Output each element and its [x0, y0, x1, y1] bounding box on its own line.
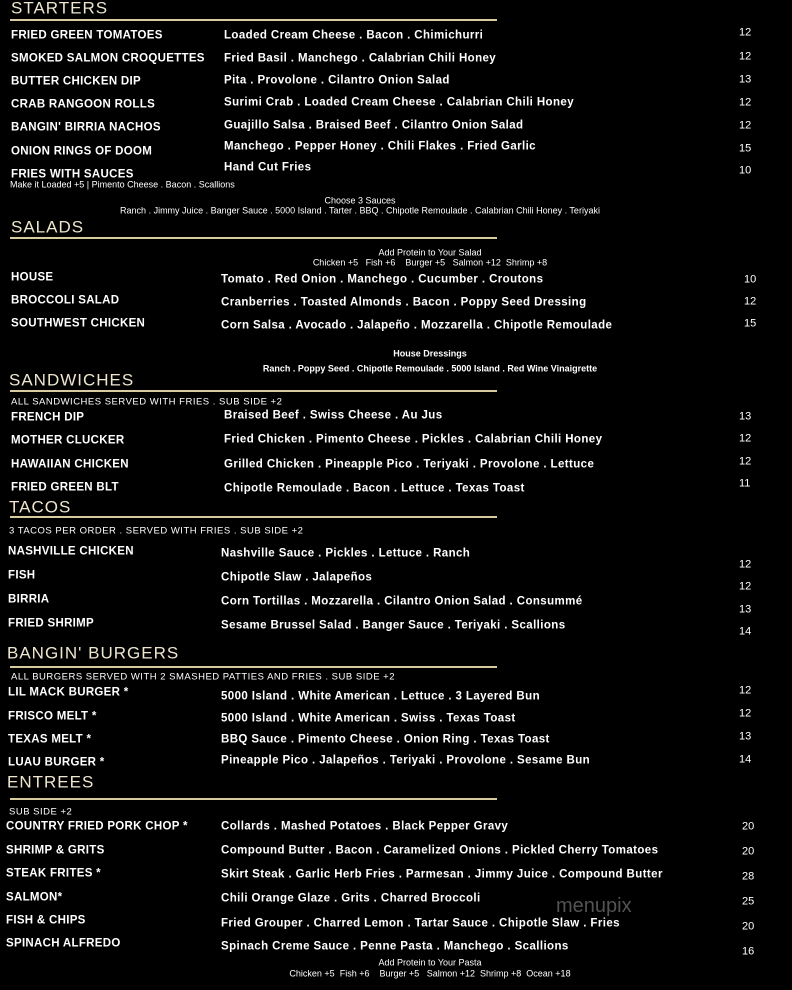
- menu-item-description: Manchego . Pepper Honey . Chili Flakes . Fried Garlic: [224, 140, 536, 153]
- menu-item-price: 25: [742, 895, 755, 908]
- menu-item-price: 12: [739, 707, 752, 720]
- menu-item-description: 5000 Island . White American . Lettuce . 3 Layered Bun: [221, 690, 540, 703]
- menu-item-price: 20: [742, 845, 755, 858]
- section-note: 3 TACOS PER ORDER . SERVED WITH FRIES . SUB SIDE +2: [9, 525, 304, 537]
- menu-item-name: BROCCOLI SALAD: [11, 294, 120, 307]
- section-divider: [10, 19, 497, 21]
- menu-item-description: Fried Grouper . Charred Lemon . Tartar Sauce . Chipotle Slaw . Fries: [221, 917, 620, 930]
- menu-item-price: 16: [742, 945, 755, 958]
- menu-item-description: Pineapple Pico . Jalapeños . Teriyaki . Provolone . Sesame Bun: [221, 754, 591, 767]
- section-note: SUB SIDE +2: [9, 806, 73, 818]
- menu-item-description: Sesame Brussel Salad . Banger Sauce . Teriyaki . Scallions: [221, 619, 566, 632]
- menu-item-description: Fried Basil . Manchego . Calabrian Chili Honey: [224, 52, 497, 65]
- menu-item-name: BIRRIA: [8, 593, 50, 606]
- menu-item-price: 10: [744, 273, 757, 286]
- menu-item-price: 12: [739, 455, 752, 468]
- menu-item-name: NASHVILLE CHICKEN: [8, 545, 134, 558]
- section-extra-info: Choose 3 Sauces: [324, 195, 396, 206]
- menu-item-description: Chipotle Slaw . Jalapeños: [221, 571, 373, 584]
- menu-item-price: 10: [739, 164, 752, 177]
- section-divider: [10, 798, 497, 800]
- menu-item-description: Fried Chicken . Pimento Cheese . Pickles . Calabrian Chili Honey: [224, 433, 603, 446]
- section-title-tacos: TACOS: [9, 497, 72, 517]
- menu-item-name: LUAU BURGER *: [8, 756, 105, 769]
- section-title-salads: SALADS: [11, 217, 85, 237]
- menu-item-name: COUNTRY FRIED PORK CHOP *: [6, 820, 188, 833]
- menu-item-price: 12: [739, 432, 752, 445]
- menu-item-description: Pita . Provolone . Cilantro Onion Salad: [224, 74, 450, 87]
- section-extra-info: Add Protein to Your Salad: [378, 247, 482, 258]
- section-extra-info: Ranch . Jimmy Juice . Banger Sauce . 5000 Island . Tarter . BBQ . Chipotle Remoulade . Calabrian Chili Honey . Teriyaki: [120, 205, 600, 216]
- menu-item-description: Compound Butter . Bacon . Caramelized Onions . Pickled Cherry Tomatoes: [221, 844, 659, 857]
- section-title-entrees: ENTREES: [7, 772, 95, 792]
- menu-item-price: 15: [744, 317, 757, 330]
- section-extra-info: Make it Loaded +5 | Pimento Cheese . Bacon . Scallions: [10, 179, 235, 190]
- menu-item-price: 13: [739, 730, 752, 743]
- menu-item-description: Corn Salsa . Avocado . Jalapeño . Mozzarella . Chipotle Remoulade: [221, 319, 613, 332]
- section-title-bangin-burgers: BANGIN' BURGERS: [7, 643, 180, 663]
- menu-item-description: Spinach Creme Sauce . Penne Pasta . Manchego . Scallions: [221, 940, 569, 953]
- menu-item-description: Collards . Mashed Potatoes . Black Pepper Gravy: [221, 820, 509, 833]
- menu-item-name: FISH: [8, 569, 36, 582]
- menu-item-description: Chipotle Remoulade . Bacon . Lettuce . Texas Toast: [224, 482, 525, 495]
- menu-item-name: STEAK FRITES *: [6, 867, 101, 880]
- menu-item-name: ONION RINGS OF DOOM: [11, 145, 153, 158]
- section-divider: [10, 666, 497, 668]
- menu-item-name: MOTHER CLUCKER: [11, 434, 125, 447]
- menu-item-name: FRIED GREEN BLT: [11, 481, 119, 494]
- section-extra-info: Chicken +5 Fish +6 Burger +5 Salmon +12 Shrimp +8: [312, 257, 548, 268]
- menu-item-price: 12: [739, 119, 752, 132]
- menu-item-description: Corn Tortillas . Mozzarella . Cilantro Onion Salad . Consummé: [221, 595, 583, 608]
- menu-item-description: Cranberries . Toasted Almonds . Bacon . Poppy Seed Dressing: [221, 296, 587, 309]
- menu-item-price: 13: [739, 73, 752, 86]
- menu-item-price: 14: [739, 625, 752, 638]
- section-divider: [10, 516, 497, 518]
- menu-item-price: 12: [744, 295, 757, 308]
- menu-item-name: LIL MACK BURGER *: [8, 686, 129, 699]
- menu-item-name: SALMON*: [6, 891, 63, 904]
- section-note: ALL BURGERS SERVED WITH 2 SMASHED PATTIES AND FRIES . SUB SIDE +2: [11, 671, 395, 683]
- section-extra-info: House Dressings: [393, 348, 467, 359]
- menu-item-price: 12: [739, 580, 752, 593]
- menu-item-name: FRIED SHRIMP: [8, 617, 95, 630]
- menu-item-name: FRENCH DIP: [11, 411, 85, 424]
- menu-item-price: 11: [739, 477, 751, 490]
- menu-item-name: BANGIN' BIRRIA NACHOS: [11, 121, 161, 134]
- menu-item-price: 12: [739, 558, 752, 571]
- section-note: ALL SANDWICHES SERVED WITH FRIES . SUB SIDE +2: [11, 396, 283, 408]
- menu-item-price: 13: [739, 410, 752, 423]
- menu-item-price: 12: [739, 684, 752, 697]
- menu-item-price: 12: [739, 96, 752, 109]
- menu-item-description: Skirt Steak . Garlic Herb Fries . Parmesan . Jimmy Juice . Compound Butter: [221, 868, 663, 881]
- menu-item-name: FRISCO MELT *: [8, 710, 97, 723]
- menu-item-name: FISH & CHIPS: [6, 914, 86, 927]
- menu-item-description: Chili Orange Glaze . Grits . Charred Broccoli: [221, 892, 481, 905]
- menu-item-price: 14: [739, 753, 752, 766]
- menu-item-description: Guajillo Salsa . Braised Beef . Cilantro Onion Salad: [224, 119, 524, 132]
- menu-item-name: SOUTHWEST CHICKEN: [11, 317, 146, 330]
- menu-item-name: SMOKED SALMON CROQUETTES: [11, 52, 205, 65]
- menu-item-description: BBQ Sauce . Pimento Cheese . Onion Ring . Texas Toast: [221, 733, 550, 746]
- menu-item-name: FRIED GREEN TOMATOES: [11, 29, 163, 42]
- menu-item-description: Nashville Sauce . Pickles . Lettuce . Ranch: [221, 547, 471, 560]
- menu-item-description: Tomato . Red Onion . Manchego . Cucumber . Croutons: [221, 273, 544, 286]
- menu-item-name: CRAB RANGOON ROLLS: [11, 98, 156, 111]
- menu-item-name: TEXAS MELT *: [8, 733, 92, 746]
- section-title-sandwiches: SANDWICHES: [9, 370, 135, 390]
- menu-item-price: 15: [739, 142, 752, 155]
- section-extra-info: Chicken +5 Fish +6 Burger +5 Salmon +12 Shrimp +8 Ocean +18: [289, 968, 571, 979]
- menu-item-description: Braised Beef . Swiss Cheese . Au Jus: [224, 409, 443, 422]
- menu-item-price: 12: [739, 50, 752, 63]
- section-extra-info: Ranch . Poppy Seed . Chipotle Remoulade . 5000 Island . Red Wine Vinaigrette: [262, 363, 598, 374]
- menu-item-name: SHRIMP & GRITS: [6, 844, 105, 857]
- menu-item-name: HOUSE: [11, 271, 54, 284]
- menu-item-description: Loaded Cream Cheese . Bacon . Chimichurri: [224, 29, 484, 42]
- menu-item-price: 13: [739, 603, 752, 616]
- menu-item-name: HAWAIIAN CHICKEN: [11, 458, 129, 471]
- section-extra-info: Add Protein to Your Pasta: [378, 957, 482, 968]
- menu-item-name: SPINACH ALFREDO: [6, 937, 121, 950]
- section-divider: [10, 237, 497, 239]
- menu-item-description: Surimi Crab . Loaded Cream Cheese . Calabrian Chili Honey: [224, 96, 574, 109]
- watermark-logo: menupix: [556, 895, 632, 917]
- menu-item-price: 12: [739, 26, 752, 39]
- menu-item-description: Grilled Chicken . Pineapple Pico . Teriyaki . Provolone . Lettuce: [224, 458, 595, 471]
- menu-item-description: 5000 Island . White American . Swiss . Texas Toast: [221, 712, 516, 725]
- menu-item-price: 20: [742, 820, 755, 833]
- menu-item-price: 28: [742, 870, 755, 883]
- section-title-starters: STARTERS: [11, 0, 109, 18]
- section-divider: [10, 390, 497, 392]
- menu-item-description: Hand Cut Fries: [224, 161, 312, 174]
- menu-item-name: BUTTER CHICKEN DIP: [11, 75, 141, 88]
- menu-item-name: FRIES WITH SAUCES: [11, 168, 134, 181]
- menu-item-price: 20: [742, 920, 755, 933]
